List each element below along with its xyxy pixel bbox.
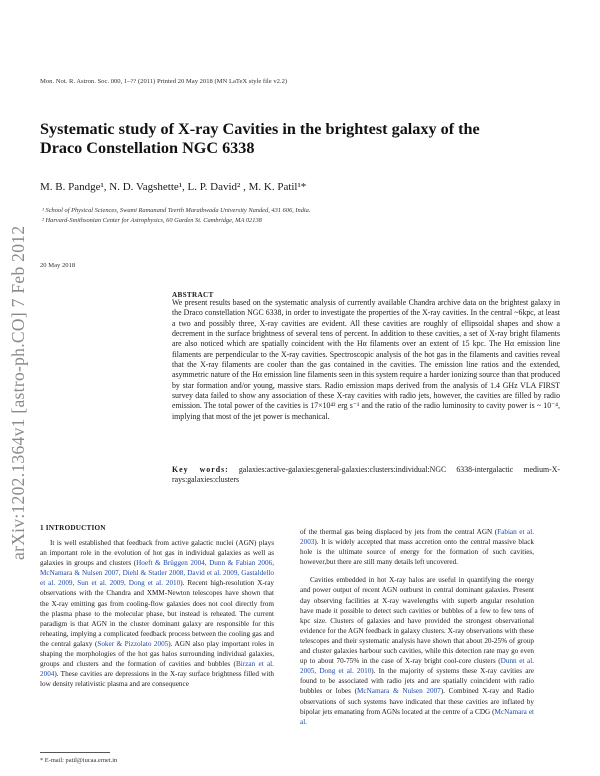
abstract-heading: ABSTRACT: [172, 291, 214, 299]
print-date: 20 May 2018: [40, 262, 76, 269]
keywords-label: Key words:: [172, 465, 229, 474]
keywords-text: galaxies:active-galaxies:general-galaxies:clusters:individual:NGC 6338-intergalactic medium-X-rays:galaxies:clusters: [172, 465, 560, 485]
citation-link[interactable]: Fabian et al. 2003: [300, 528, 535, 547]
intro-paragraph-2: Cavities embedded in hot X-ray halos are useful in quantifying the energy and power output of recent AGN outburst in central dominant galaxies. Present day observing facilities at X-ray wavelengths with superb angular resolution have made it possible to detect such cavities or bubbles of a few to few tens of kpc size. Clusters of galaxies and have provided the strongest observational evidence for the AGN feedback in galaxy clusters. X-ray observations with these telescopes and their systematic analysis have shown that about 20-25% of group and cluster galaxies harbour such cavities, while this detection rate may go even up to about 70-75% in the case of X-ray bright cool-core clusters (Dunn et al. 2005, Dong et al. 2010). In the majority of systems these X-ray cavities are found to be associated with radio jets and are spatially coincident with radio bubbles or lobes (McNamara & Nulsen 2007). Combined X-ray and Radio observations of such systems have indicated that these cavities are inflated by bipolar jets emanating from AGNs located at the centre of a CDG (McNamara et al.: [300, 576, 535, 726]
citation-link[interactable]: Birzan et al. 2004: [40, 660, 274, 679]
intro-paragraph-1-cont: of the thermal gas being displaced by jets from the central AGN (Fabian et al. 2003). It is widely accepted that mass accretion onto the central massive black hole is the ultimate source of energy for the formation of such cavities, however,but there are still many details left uncovered.: [300, 528, 535, 567]
column-right: [300, 527, 534, 727]
affiliation-2: ² Harvard-Smithsonian Center for Astrophysics, 60 Garden St. Cambridge, MA 02138: [42, 217, 262, 224]
citation-link[interactable]: Hoeft & Brüggen 2004, Dunn & Fabian 2006, McNamara & Nulsen 2007, Diehl & Statler 2008, David et al. 2009, Gastaldello et al. 2009, Sun et al. 2009, Dong et al. 2010: [40, 559, 274, 588]
keywords: [172, 465, 560, 486]
section-heading-introduction: 1 INTRODUCTION: [40, 524, 106, 532]
intro-paragraph-1: It is well established that feedback from active galactic nuclei (AGN) plays an important role in the evolution of hot gas in individual galaxies as well as galaxies in groups and clusters (Hoeft & Brüggen 2004, Dunn & Fabian 2006, McNamara & Nulsen 2007, Diehl & Statler 2008, David et al. 2009, Gastaldello et al. 2009, Sun et al. 2009, Dong et al. 2010). Recent high-resolution X-ray observations with the Chandra and XMM-Newton telescopes have shown that the X-ray emitting gas from cooling-flow galaxies does not cool directly from the plasma phase to the molecular phase, but instead is reheated. The current paradigm is that AGN in the cluster dominant galaxy are responsible for this reheating, implying a complicated feedback process between the cooling gas and the central galaxy (Soker & Pizzolato 2005). AGN also play important roles in shaping the morphologies of the hot gas halos surrounding individual galaxies, groups and clusters and the formation of cavities and bubbles (Birzan et al. 2004). These cavities are depressions in the X-ray surface brightness filled with low density relativistic plasma and are consequence: [40, 539, 275, 689]
abstract-body: We present results based on the systematic analysis of currently available Chandra archive data on the brightest galaxy in the Draco constellation NGC 6338, in order to investigate the properties of the X-ray cavities. In the central ~6kpc, at least a two and possibly three, X-ray cavities are evident. All these cavities are roughly of ellipsoidal shapes and show a decrement in the surface brightness of several tens of percent. In addition to these cavities, a set of X-ray bright filaments are also noticed which are spatially coincident with the Hα filaments over an extent of 15 kpc. The Hα emission line filaments are perpendicular to the X-ray cavities. Spectroscopic analysis of the hot gas in the filaments and cavities reveal that the X-ray filaments are cooler than the gas contained in the cavities. The emission line ratios and the extended, asymmetric nature of the Hα emission line filaments seen in this system require a harder ionizing source than that produced by star formation and/or young, massive stars. Radio emission maps derived from the analysis of 1.4 GHz VLA FIRST survey data failed to show any association of these X-ray cavities with radio jets, however, the cavities are filled by radio emission. The total power of the cavities is 17×10⁴² erg s⁻¹ and the ratio of the radio luminosity to cavity power is ~ 10⁻⁴, implying that most of the jet power is mechanical.: [172, 298, 560, 421]
citation-link[interactable]: McNamara et al.: [300, 707, 535, 726]
affiliation-1: ¹ School of Physical Sciences, Swami Ramanand Teerth Marathwada University Nanded, 431 606, India.: [42, 207, 311, 214]
footnote-rule: [40, 752, 110, 753]
arxiv-stamp: arXiv:1202.1364v1 [astro-ph.CO] 7 Feb 2012: [8, 225, 28, 560]
citation-link[interactable]: Soker & Pizzolato 2005: [97, 639, 169, 648]
author-list: M. B. Pandge¹, N. D. Vagshette¹, L. P. David² , M. K. Patil¹*: [40, 181, 307, 193]
citation-link[interactable]: Dunn et al. 2005, Dong et al. 2010: [300, 657, 534, 676]
footnote-email: * E-mail: patil@iucaa.ernet.in: [40, 757, 118, 764]
citation-link[interactable]: McNamara & Nulsen 2007: [357, 687, 441, 696]
column-left: [40, 538, 274, 689]
paper-title: Systematic study of X-ray Cavities in the brightest galaxy of the Draco Constellation NGC 6338: [40, 120, 480, 157]
journal-header: Mon. Not. R. Astron. Soc. 000, 1–?? (2011) Printed 20 May 2018 (MN LaTeX style file v2.2): [40, 78, 288, 85]
